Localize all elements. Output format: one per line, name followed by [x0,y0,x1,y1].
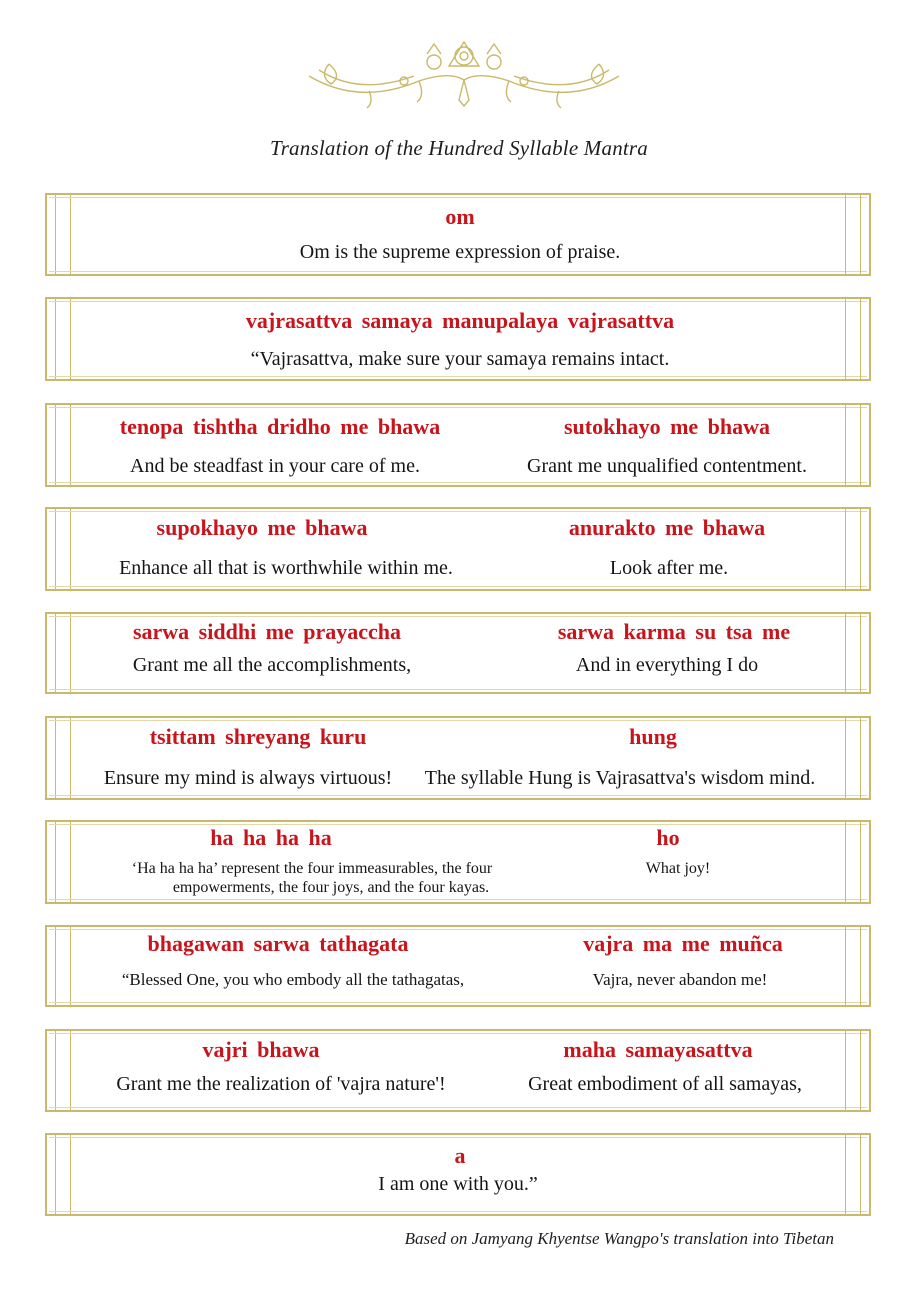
mantra-tsittam: tsittam shreyang kuru [149,724,367,749]
translation-ho: What joy! [645,860,711,877]
mantra-sutokhayo: sutokhayo me bhawa [563,414,771,439]
mantra-maha-samayasattva: maha samayasattva [563,1037,753,1062]
mantra-panel-sarwa-siddhi [45,612,871,694]
mantra-panel-ha-ha [45,820,871,904]
mantra-sarwa-siddhi: sarwa siddhi me prayaccha [132,619,402,644]
mantra-sarwa-karma: sarwa karma su tsa me [557,619,791,644]
translation-sarwa-karma: And in everything I do [575,654,759,676]
page-title: Translation of the Hundred Syllable Mantra [269,136,649,160]
translation-ha-ha-line1: ‘Ha ha ha ha’ represent the four immeasurables, the four [131,860,493,877]
mantra-panel-supokhayo [45,507,871,591]
translation-tsittam: Ensure my mind is always virtuous! [103,767,393,789]
mantra-anurakto: anurakto me bhawa [568,515,766,540]
mantra-panel-tsittam [45,716,871,800]
translation-vajri: Grant me the realization of 'vajra nature'! [116,1073,446,1095]
mantra-ho: ho [656,825,680,850]
translation-vajra-ma-me: Vajra, never abandon me! [592,970,768,989]
mantra-supokhayo: supokhayo me bhawa [156,515,368,540]
mantra-vajri: vajri bhawa [202,1037,320,1062]
mantra-bhagawan: bhagawan sarwa tathagata [147,931,409,956]
mantra-a: a [454,1143,466,1168]
translation-maha-samayasattva: Great embodiment of all samayas, [528,1073,802,1095]
mantra-panel-om [45,193,871,276]
mantra-vajra-ma-me: vajra ma me muñca [583,931,783,956]
mantra-panel-a [45,1133,871,1216]
ornamental-garland-icon [299,36,629,112]
mantra-hung: hung [629,724,677,749]
translation-vajrasattva: “Vajrasattva, make sure your samaya remains intact. [250,348,670,370]
translation-supokhayo: Enhance all that is worthwhile within me. [119,557,453,579]
translation-hung: The syllable Hung is Vajrasattva's wisdom mind. [424,767,816,789]
translation-bhagawan: “Blessed One, you who embody all the tathagatas, [121,970,465,989]
translation-a: I am one with you.” [378,1173,538,1195]
mantra-tenopa: tenopa tishtha dridho me bhawa [119,414,441,439]
mantra-ha-ha: ha ha ha ha [210,825,332,850]
translation-om: Om is the supreme expression of praise. [299,241,621,263]
translation-tenopa: And be steadfast in your care of me. [130,455,420,477]
translation-sutokhayo: Grant me unqualified contentment. [527,455,807,477]
mantra-panel-bhagawan [45,925,871,1007]
translation-sarwa-siddhi: Grant me all the accomplishments, [132,654,412,676]
mantra-om: om [445,204,475,229]
translation-ha-ha-line2: empowerments, the four joys, and the four kayas. [172,879,490,896]
mantra-panel-vajrasattva [45,297,871,381]
mantra-vajrasattva: vajrasattva samaya manupalaya vajrasattva [245,308,675,333]
mantra-panel-vajri [45,1029,871,1112]
mantra-panel-tenopa [45,403,871,487]
attribution-footer: Based on Jamyang Khyentse Wangpo's translation into Tibetan [404,1229,834,1248]
translation-anurakto: Look after me. [609,557,729,579]
